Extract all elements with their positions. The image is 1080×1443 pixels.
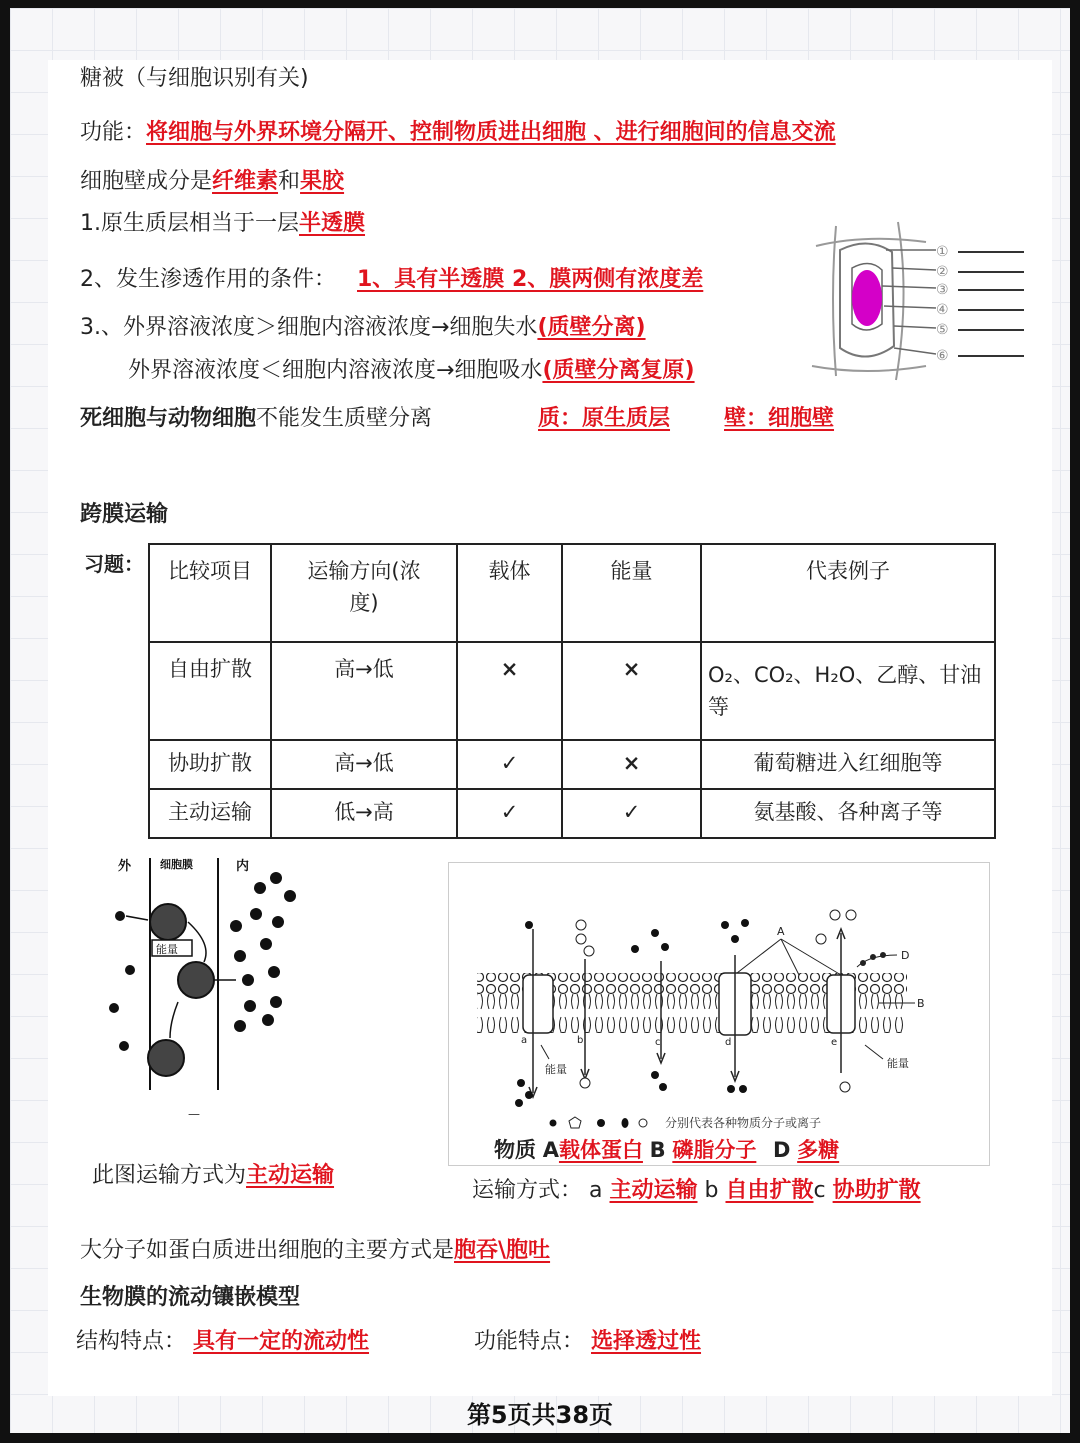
substance-b: B [649,1138,666,1162]
cell-wall-and: 和 [278,169,301,194]
active-transport-figure [100,852,320,1124]
osmosis-prefix: 2、发生渗透作用的条件： [80,267,336,292]
exercise-label: 习题： [84,552,144,576]
row2-carrier: ✓ [457,740,562,789]
cell-wall-answer: 壁：细胞壁 [724,406,835,431]
row2-item: 协助扩散 [149,740,271,789]
transport-comparison-table [148,543,996,839]
plasmolysis-line [80,313,646,343]
row2-direction: 高→低 [271,740,457,789]
page-number: 第5页共38页 [466,1401,614,1429]
function-answer: 将细胞与外界环境分隔开、控制物质进出细胞 、进行细胞间的信息交流 [146,120,836,145]
protein-channel-a [523,975,553,1033]
transport-a-answer: 主动运输 [609,1178,698,1203]
endocytosis-answer: 胞吞\胞吐 [454,1238,551,1263]
macromolecule-prefix: 大分子如蛋白质进出细胞的主要方式是 [80,1238,455,1263]
transport-mode-answers [472,1176,921,1206]
row3-example: 氨基酸、各种离子等 [701,789,995,838]
function-feature-line [474,1327,701,1357]
left-figure-caption [92,1161,334,1191]
transport-c-answer: 协助扩散 [832,1178,921,1203]
label-b-right: B [917,997,925,1010]
substance-a: A [542,1138,559,1162]
cell-label-6: ⑥ [936,348,949,364]
semipermeable-answer: 半透膜 [299,211,366,236]
arrow-c: c [655,1037,661,1048]
membrane-label: 细胞膜 [160,858,193,871]
transport-prefix: 运输方式： [472,1178,583,1203]
inside-label: 内 [236,859,250,874]
macromolecule-line [80,1236,550,1266]
cell-label-2: ② [936,264,949,280]
row1-energy: × [562,642,701,740]
row3-energy: ✓ [562,789,701,838]
vacuole-shape [852,270,882,326]
row1-carrier: × [457,642,562,740]
function-label: 功能： [80,120,147,145]
header-direction [271,544,457,642]
header-carrier: 载体 [457,544,562,642]
structure-answer: 具有一定的流动性 [193,1329,370,1354]
plant-cell-diagram [806,216,1030,386]
row1-example: O₂、CO₂、H₂O、乙醇、甘油等 [701,642,995,740]
cell-label-5: ⑤ [936,322,949,338]
structure-feature-line [76,1327,369,1357]
transport-b: b [704,1178,719,1203]
row3-item: 主动运输 [149,789,271,838]
row3-direction: 低→高 [271,789,457,838]
transport-b-answer: 自由扩散 [725,1178,814,1203]
legend-text: 分别代表各种物质分子或离子 [665,1116,822,1130]
dead-cell-bold: 死细胞与动物细胞 [80,406,257,431]
table-row [149,740,995,789]
protoplast-line [80,209,365,239]
function-line [80,118,836,148]
table-header-row [149,544,995,642]
carrier-protein-bottom [148,1040,184,1076]
label-d-top: D [901,949,910,962]
cell-label-4: ④ [936,302,949,318]
plasmolysis-answer: (质壁分离) [537,315,646,340]
cell-wall-prefix: 细胞壁成分是 [80,169,213,194]
cell-label-3: ③ [936,282,949,298]
header-direction-text: 运输方向(浓度) [307,559,421,615]
protoplast-prefix: 1.原生质层相当于一层 [80,211,299,236]
protoplast-layer-answer: 质：原生质层 [538,406,671,431]
function-feature-label: 功能特点： [474,1329,585,1354]
fluid-mosaic-title: 生物膜的流动镶嵌模型 [80,1285,301,1310]
header-item: 比较项目 [149,544,271,642]
membrane-model-figure [449,863,987,1163]
outside-label: 外 [118,859,132,874]
energy-label-left: 能量 [545,1063,567,1076]
section-title: 跨膜运输 [80,502,169,527]
function-feature-answer: 选择透过性 [591,1329,702,1354]
cell-wall-line [80,167,344,197]
arrow-b: b [577,1035,584,1046]
row2-energy: × [562,740,701,789]
row3-carrier: ✓ [457,789,562,838]
substance-answers [494,1135,839,1165]
deplasmolysis-prefix: 外界溶液浓度＜细胞内溶液浓度→细胞吸水 [128,358,543,383]
arrow-d: d [725,1037,732,1048]
pectin-answer: 果胶 [300,169,345,194]
structure-label: 结构特点： [76,1329,187,1354]
cellulose-answer: 纤维素 [212,169,279,194]
row1-direction: 高→低 [271,642,457,740]
substance-d: D [773,1138,791,1162]
caption-prefix: 此图运输方式为 [92,1163,247,1188]
deplasmolysis-answer: (质壁分离复原) [542,358,695,383]
arrow-e: e [831,1037,838,1048]
transport-a: a [589,1178,603,1203]
table-row [149,789,995,838]
substance-d-answer: 多糖 [797,1138,840,1162]
dead-cell-rest: 不能发生质壁分离 [256,406,433,431]
energy-label-right: 能量 [887,1057,909,1070]
glycocalyx-line: 糖被（与细胞识别有关) [80,66,309,91]
caption-answer: 主动运输 [246,1163,335,1188]
arrow-a: a [521,1035,528,1046]
row1-item: 自由扩散 [149,642,271,740]
deplasmolysis-line [128,356,695,386]
carrier-protein-middle [178,962,214,998]
header-energy: 能量 [562,544,701,642]
substance-prefix: 物质 [494,1138,536,1162]
osmosis-line [80,265,703,295]
svg-text:—: — [188,1107,200,1121]
carrier-protein-top [150,904,186,940]
header-example: 代表例子 [701,544,995,642]
osmosis-answer: 1、具有半透膜 2、膜两侧有浓度差 [357,267,704,292]
substance-a-answer: 载体蛋白 [558,1138,643,1162]
energy-box-label: 能量 [156,943,178,956]
cell-label-1: ① [936,244,949,260]
dead-cell-line [80,404,432,434]
table-row [149,642,995,740]
transport-c: c [813,1178,826,1203]
plasmolysis-prefix: 3.、外界溶液浓度＞细胞内溶液浓度→细胞失水 [80,315,538,340]
row2-example: 葡萄糖进入红细胞等 [701,740,995,789]
label-a-top: A [777,925,785,938]
substance-b-answer: 磷脂分子 [672,1138,757,1162]
